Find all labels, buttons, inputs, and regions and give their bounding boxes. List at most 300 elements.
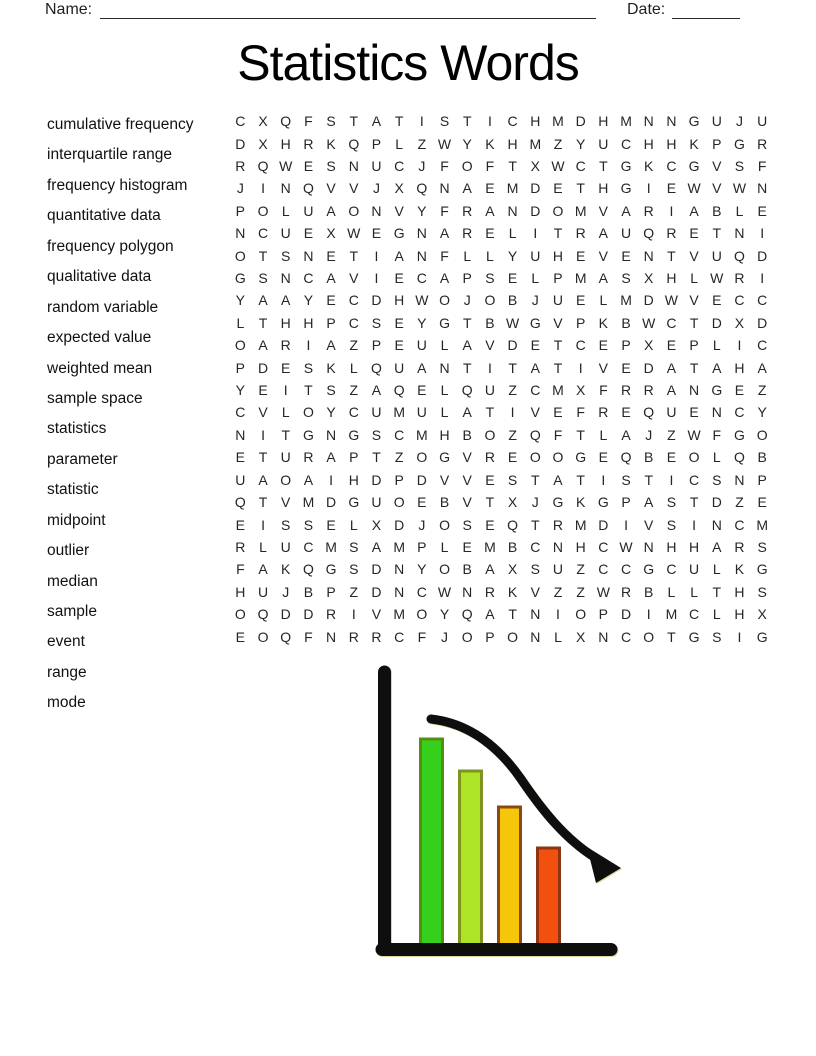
word-list-item: mode (47, 694, 86, 712)
grid-letter: I (760, 270, 765, 287)
grid-letter: R (643, 382, 654, 399)
grid-letter: C (757, 337, 768, 354)
grid-letter: U (711, 113, 722, 130)
grid-letter: E (485, 471, 495, 488)
grid-letter: R (620, 583, 632, 600)
grid-letter: H (530, 113, 541, 130)
grid-letter: U (371, 158, 382, 175)
grid-letter: W (687, 180, 701, 197)
grid-letter: Z (417, 135, 427, 152)
grid-letter: T (531, 471, 540, 488)
grid-letter: V (598, 202, 609, 219)
grid-letter: I (261, 180, 265, 197)
grid-letter: A (281, 292, 291, 309)
grid-letter: B (757, 449, 767, 466)
grid-letter: J (418, 158, 426, 175)
grid-letter: E (281, 359, 291, 376)
grid-letter: L (440, 538, 449, 555)
grid-letter: A (689, 202, 699, 219)
grid-letter: U (371, 404, 382, 421)
grid-letter: A (303, 471, 314, 488)
grid-letter: N (439, 359, 450, 376)
grid-letter: E (757, 202, 767, 219)
grid-letter: T (349, 113, 359, 130)
grid-letter: H (689, 538, 700, 555)
grid-letter: G (302, 426, 314, 443)
grid-letter: E (666, 449, 677, 466)
grid-letter: Q (302, 180, 314, 197)
grid-letter: T (599, 158, 608, 175)
grid-letter: N (643, 538, 654, 555)
grid-letter: E (575, 292, 586, 309)
grid-letter: S (757, 583, 767, 600)
grid-letter: C (575, 337, 586, 354)
grid-letter: K (598, 314, 609, 331)
grid-letter: D (643, 292, 654, 309)
grid-letter: Q (734, 247, 745, 264)
grid-letter: B (462, 426, 472, 443)
grid-letter: I (329, 471, 334, 488)
grid-letter: L (712, 561, 721, 578)
grid-letter: Q (371, 359, 382, 376)
grid-letter: I (374, 247, 379, 264)
grid-letter: R (643, 202, 654, 219)
grid-letter: U (257, 583, 269, 600)
grid-letter: U (280, 538, 291, 555)
grid-letter: J (531, 494, 539, 511)
grid-letter: D (530, 180, 541, 197)
grid-letter: W (642, 314, 656, 331)
grid-letter: M (393, 538, 405, 555)
grid-letter: C (757, 292, 768, 309)
grid-letter: A (326, 337, 336, 354)
grid-letter: G (620, 180, 632, 197)
grid-letter: D (257, 359, 269, 376)
grid-letter: U (711, 247, 722, 264)
grid-letter: E (712, 292, 722, 309)
grid-letter: X (371, 516, 382, 533)
grid-letter: G (756, 561, 768, 578)
grid-letter: M (484, 538, 496, 555)
grid-letter: E (235, 449, 246, 466)
grid-letter: O (302, 404, 314, 421)
grid-letter: T (576, 471, 585, 488)
grid-letter: A (462, 404, 472, 421)
grid-letter: I (556, 606, 560, 623)
grid-letter: C (734, 292, 745, 309)
grid-letter: I (601, 471, 606, 488)
grid-letter: T (485, 494, 495, 511)
grid-letter: Z (576, 583, 585, 600)
grid-letter: T (689, 359, 699, 376)
grid-letter: U (416, 404, 427, 421)
grid-letter: W (415, 292, 429, 309)
grid-letter: T (462, 359, 472, 376)
grid-letter: O (507, 628, 519, 645)
grid-letter: U (416, 337, 427, 354)
grid-letter: K (326, 359, 336, 376)
grid-letter: D (303, 606, 314, 623)
grid-letter: C (666, 561, 677, 578)
word-list-item: qualitative data (47, 268, 152, 286)
grid-letter: X (507, 494, 518, 511)
grid-letter: F (757, 158, 767, 175)
grid-letter: G (393, 225, 405, 242)
grid-letter: I (374, 270, 379, 287)
grid-letter: P (712, 135, 722, 152)
grid-letter: D (575, 113, 586, 130)
grid-letter: U (598, 135, 609, 152)
grid-letter: S (507, 471, 518, 488)
decorative-bar-chart (368, 658, 760, 970)
grid-letter: Y (326, 404, 336, 421)
word-list (47, 110, 232, 719)
grid-letter: R (462, 225, 473, 242)
grid-letter: P (417, 538, 427, 555)
grid-letter: B (621, 314, 631, 331)
grid-letter: S (326, 382, 336, 399)
grid-letter: Z (394, 449, 404, 466)
grid-letter: Q (393, 382, 405, 399)
grid-letter: C (734, 404, 745, 421)
grid-letter: D (280, 606, 291, 623)
grid-letter: R (303, 449, 314, 466)
grid-letter: T (508, 359, 517, 376)
grid-letter: H (666, 135, 677, 152)
grid-letter: V (258, 404, 268, 421)
grid-letter: G (688, 628, 700, 645)
grid-letter: X (258, 135, 268, 152)
grid-letter: O (257, 628, 269, 645)
grid-letter: L (440, 382, 449, 399)
word-list-item: parameter (47, 450, 118, 468)
grid-letter: V (349, 270, 359, 287)
grid-letter: V (598, 359, 609, 376)
grid-letter: C (394, 426, 405, 443)
grid-letter: B (507, 292, 518, 309)
grid-letter: E (258, 382, 268, 399)
grid-letter: I (646, 606, 651, 623)
grid-letter: T (281, 426, 290, 443)
grid-letter: I (487, 113, 492, 130)
grid-letter: D (416, 471, 427, 488)
grid-letter: E (326, 247, 336, 264)
grid-letter: B (644, 583, 654, 600)
grid-letter: I (669, 202, 674, 219)
grid-letter: V (712, 180, 722, 197)
grid-letter: F (712, 426, 722, 443)
grid-letter: G (620, 158, 632, 175)
grid-letter: T (576, 180, 585, 197)
grid-letter: B (485, 314, 495, 331)
grid-letter: P (757, 471, 767, 488)
grid-letter: R (575, 225, 586, 242)
grid-letter: T (462, 113, 472, 130)
grid-letter: C (734, 516, 745, 533)
grid-letter: X (575, 628, 586, 645)
grid-letter: M (574, 516, 587, 533)
grid-letter: H (575, 538, 586, 555)
grid-letter: G (439, 314, 450, 331)
grid-letter: A (258, 471, 268, 488)
word-list-item: midpoint (47, 511, 106, 529)
grid-letter: S (371, 314, 382, 331)
grid-letter: B (507, 538, 518, 555)
grid-letter: C (348, 314, 359, 331)
grid-letter: Q (348, 135, 360, 152)
grid-letter: L (599, 292, 608, 309)
grid-letter: Z (508, 382, 517, 399)
word-list-item: median (47, 572, 98, 590)
grid-letter: D (507, 337, 518, 354)
grid-letter: O (756, 426, 768, 443)
grid-letter: D (394, 516, 405, 533)
grid-letter: E (485, 516, 495, 533)
grid-letter: N (507, 202, 518, 219)
word-list-item: range (47, 663, 87, 681)
grid-letter: C (575, 158, 586, 175)
grid-letter: N (416, 225, 427, 242)
grid-letter: C (598, 538, 609, 555)
grid-letter: D (530, 202, 541, 219)
grid-letter: U (530, 247, 541, 264)
grid-letter: A (553, 471, 563, 488)
grid-letter: D (371, 583, 382, 600)
grid-letter: M (506, 180, 519, 197)
grid-letter: N (643, 247, 654, 264)
grid-letter: K (485, 135, 495, 152)
page-title: Statistics Words (237, 35, 579, 91)
grid-letter: O (529, 449, 541, 466)
grid-letter: O (552, 449, 564, 466)
grid-letter: M (552, 382, 564, 399)
grid-letter: Q (529, 426, 541, 443)
grid-letter: N (643, 113, 654, 130)
grid-letter: U (552, 292, 564, 309)
grid-letter: R (484, 583, 495, 600)
grid-letter: L (440, 404, 449, 421)
grid-letter: T (553, 225, 563, 242)
word-list-item: random variable (47, 298, 159, 316)
grid-letter: P (575, 314, 586, 331)
grid-letter: D (643, 359, 654, 376)
grid-letter: G (734, 426, 745, 443)
grid-letter: H (280, 314, 291, 331)
grid-letter: L (463, 247, 472, 264)
grid-letter: L (486, 247, 494, 264)
grid-letter: S (712, 471, 722, 488)
grid-letter: I (283, 382, 288, 399)
grid-letter: R (552, 516, 564, 533)
word-list-item: expected value (47, 329, 152, 347)
chart-bar-lime (460, 771, 482, 945)
grid-letter: L (554, 628, 562, 645)
grid-letter: L (712, 449, 721, 466)
grid-letter: Q (643, 404, 655, 421)
grid-letter: H (734, 606, 745, 623)
grid-letter: O (484, 426, 496, 443)
grid-letter: D (371, 292, 382, 309)
grid-letter: F (553, 426, 563, 443)
grid-letter: W (279, 158, 293, 175)
grid-letter: Q (643, 225, 655, 242)
letter-grid (229, 110, 774, 648)
grid-letter: F (576, 404, 585, 421)
grid-letter: A (462, 337, 472, 354)
grid-letter: V (689, 292, 699, 309)
grid-letter: E (507, 449, 518, 466)
grid-letter: C (394, 628, 405, 645)
grid-letter: C (348, 292, 359, 309)
grid-letter: S (621, 471, 631, 488)
grid-letter: K (575, 494, 586, 511)
grid-letter: I (261, 426, 265, 443)
grid-letter: A (485, 606, 495, 623)
grid-letter: E (394, 270, 404, 287)
name-label: Name: (45, 1, 93, 18)
grid-letter: W (596, 583, 610, 600)
grid-letter: K (644, 158, 654, 175)
grid-letter: A (530, 359, 540, 376)
grid-letter: M (574, 270, 587, 287)
grid-letter: M (620, 292, 632, 309)
grid-letter: Q (302, 561, 314, 578)
grid-letter: P (621, 494, 631, 511)
grid-letter: N (280, 180, 291, 197)
grid-letter: G (688, 158, 700, 175)
grid-letter: N (711, 404, 722, 421)
grid-letter: F (485, 158, 495, 175)
grid-letter: H (280, 135, 291, 152)
grid-letter: E (621, 404, 631, 421)
grid-letter: N (530, 606, 541, 623)
grid-letter: E (326, 292, 336, 309)
grid-letter: U (280, 225, 291, 242)
grid-letter: L (690, 270, 698, 287)
word-list-item: outlier (47, 542, 90, 560)
grid-letter: C (257, 225, 269, 242)
grid-letter: H (598, 113, 609, 130)
grid-letter: G (234, 270, 246, 287)
grid-letter: Y (439, 606, 450, 623)
grid-letter: A (598, 270, 609, 287)
grid-letter: X (644, 337, 654, 354)
grid-letter: Q (257, 158, 269, 175)
grid-letter: Q (734, 449, 745, 466)
grid-letter: F (417, 628, 427, 645)
grid-letter: X (644, 270, 654, 287)
grid-letter: F (236, 561, 245, 578)
grid-letter: O (234, 606, 246, 623)
grid-letter: C (620, 561, 632, 578)
grid-letter: O (439, 516, 450, 533)
grid-letter: T (689, 314, 699, 331)
grid-letter: R (326, 606, 337, 623)
grid-letter: E (394, 314, 404, 331)
grid-letter: A (371, 382, 382, 399)
grid-letter: Y (235, 382, 246, 399)
grid-letter: C (235, 113, 246, 130)
grid-letter: H (507, 135, 518, 152)
grid-letter: O (234, 337, 246, 354)
grid-letter: E (485, 225, 495, 242)
word-list-item: statistic (47, 481, 99, 499)
grid-letter: T (304, 382, 313, 399)
grid-letter: E (598, 337, 609, 354)
grid-letter: Z (349, 382, 359, 399)
grid-letter: Q (620, 449, 632, 466)
grid-letter: J (441, 628, 449, 645)
grid-letter: E (621, 359, 631, 376)
grid-letter: V (462, 449, 472, 466)
grid-letter: H (303, 314, 314, 331)
grid-letter: M (416, 426, 428, 443)
grid-letter: I (351, 606, 356, 623)
grid-letter: I (306, 337, 311, 354)
grid-letter: A (439, 270, 450, 287)
grid-letter: V (712, 158, 722, 175)
grid-letter: Y (417, 202, 427, 219)
grid-letter: C (666, 314, 677, 331)
grid-letter: N (711, 516, 722, 533)
grid-letter: A (371, 113, 382, 130)
grid-letter: G (348, 494, 360, 511)
grid-letter: I (624, 516, 628, 533)
grid-letter: A (417, 359, 427, 376)
grid-letter: S (666, 494, 677, 511)
grid-letter: H (439, 426, 450, 443)
grid-letter: X (326, 225, 336, 242)
grid-letter: A (326, 449, 336, 466)
grid-letter: N (416, 247, 427, 264)
grid-letter: E (621, 247, 631, 264)
grid-letter: E (371, 225, 382, 242)
grid-letter: V (462, 494, 472, 511)
grid-letter: Q (234, 494, 246, 511)
grid-letter: L (349, 516, 358, 533)
grid-letter: X (575, 382, 586, 399)
grid-letter: R (280, 337, 291, 354)
grid-letter: N (235, 225, 246, 242)
grid-letter: U (371, 494, 382, 511)
grid-letter: K (281, 561, 291, 578)
grid-letter: D (711, 314, 722, 331)
grid-letter: Z (553, 135, 563, 152)
grid-letter: I (692, 516, 697, 533)
grid-letter: R (303, 135, 314, 152)
grid-letter: O (688, 449, 700, 466)
grid-letter: T (508, 158, 517, 175)
word-list-item: frequency polygon (47, 237, 174, 255)
grid-letter: G (552, 494, 564, 511)
grid-letter: S (621, 270, 631, 287)
grid-letter: A (485, 561, 495, 578)
grid-letter: H (666, 538, 677, 555)
grid-letter: W (347, 225, 361, 242)
grid-letter: O (439, 292, 450, 309)
grid-letter: T (258, 314, 268, 331)
grid-letter: T (667, 628, 676, 645)
grid-letter: V (530, 583, 540, 600)
grid-letter: Z (553, 583, 563, 600)
grid-letter: I (419, 113, 424, 130)
grid-letter: L (349, 359, 358, 376)
grid-letter: N (462, 583, 473, 600)
grid-letter: I (487, 359, 492, 376)
grid-letter: I (760, 225, 765, 242)
grid-letter: C (416, 583, 427, 600)
grid-letter: P (349, 449, 359, 466)
